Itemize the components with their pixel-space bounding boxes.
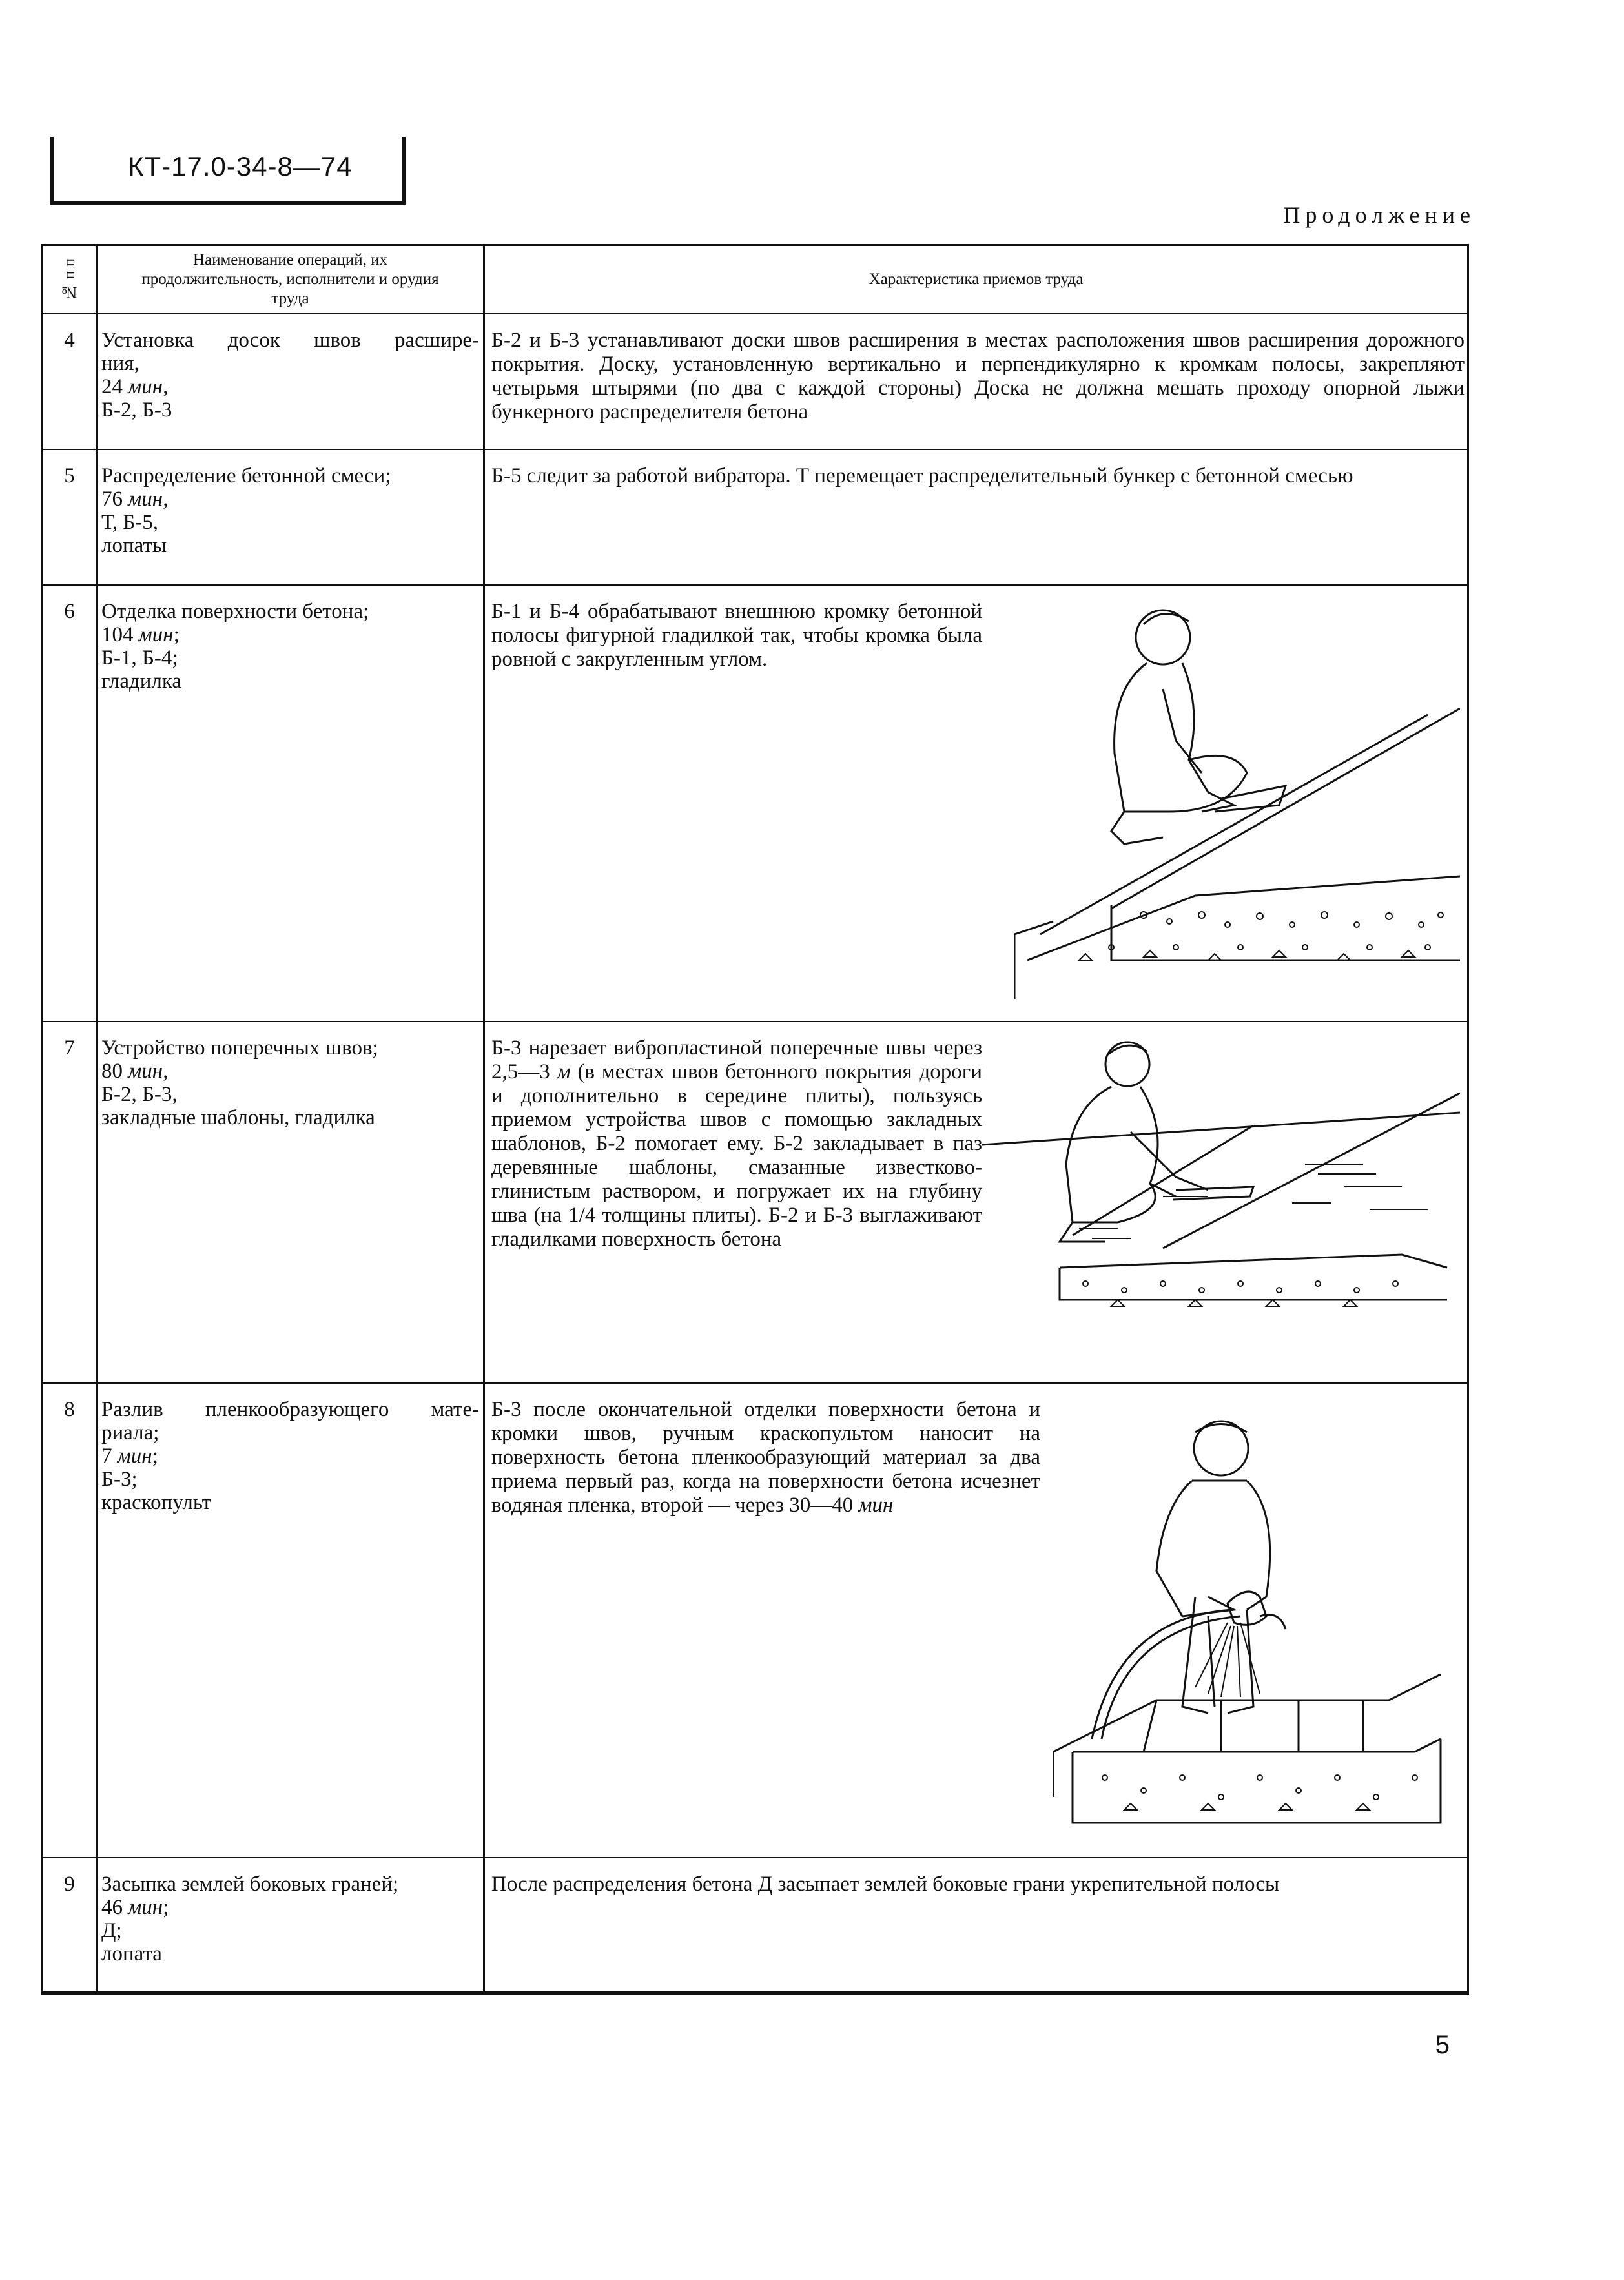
operation-line: Разлив пленкообразующего мате- bbox=[101, 1397, 479, 1421]
operation-line: Устройство поперечных швов; bbox=[101, 1036, 378, 1060]
row-number: 6 bbox=[43, 585, 97, 1022]
operation-line: Б-2, Б-3, bbox=[101, 1082, 178, 1106]
description-cell bbox=[484, 585, 1468, 1022]
description-cell bbox=[484, 1022, 1468, 1383]
operation-line: лопата bbox=[101, 1942, 162, 1966]
operation-line: Б-1, Б-4; bbox=[101, 646, 178, 670]
document-code-stamp bbox=[50, 137, 406, 205]
operation-line: Отделка поверхности бетона; bbox=[101, 599, 369, 623]
operation-line: закладные шаблоны, гладилка bbox=[101, 1105, 375, 1129]
operation-line: Т, Б-5, bbox=[101, 510, 159, 534]
table-row bbox=[43, 585, 1468, 1022]
description-text: После распределения бетона Д засыпает землей боковые грани укрепительной полосы bbox=[491, 1872, 1280, 1896]
worker-joint-cutting-illustration bbox=[982, 1035, 1460, 1358]
operation-line: Засыпка землей боковых граней; bbox=[101, 1872, 399, 1896]
operations-table bbox=[41, 244, 1469, 1995]
worker-sprayer-illustration bbox=[1053, 1403, 1454, 1842]
operation-line: 104 мин; bbox=[101, 622, 180, 646]
operation-line: 76 мин, bbox=[101, 487, 169, 511]
continuation-label: Продолжение bbox=[1283, 202, 1475, 228]
operation-line: гладилка bbox=[101, 669, 182, 693]
description-text: Б-2 и Б-3 устанавливают доски швов расширения в местах расположения швов расширения дорожного покрытия. Доску, установленную вертикально и перпендикулярно к кромкам полосы, закрепляют четырьмя штырями (по два с каждой стороны) Доска не должна мешать проходу опорной лыжи бункерного распределителя бетона bbox=[491, 329, 1465, 424]
operation-line: ния, bbox=[101, 352, 139, 375]
row-number: 5 bbox=[43, 449, 97, 585]
worker-trowel-illustration bbox=[1014, 599, 1460, 999]
table-row bbox=[43, 1383, 1468, 1858]
operation-cell bbox=[97, 585, 484, 1022]
operation-line: 80 мин, bbox=[101, 1059, 169, 1083]
row-number: 8 bbox=[43, 1383, 97, 1858]
description-cell bbox=[484, 1383, 1468, 1858]
description-text: Б-1 и Б-4 обрабатывают внешнюю кромку бетонной полосы фигурной гладилкой так, чтобы кромка была ровной с закругленным углом. bbox=[491, 599, 982, 671]
operation-cell bbox=[97, 1383, 484, 1858]
operation-line: 46 мин; bbox=[101, 1895, 169, 1919]
description-cell bbox=[484, 1858, 1468, 1993]
description-cell bbox=[484, 314, 1468, 449]
operation-cell bbox=[97, 1022, 484, 1383]
operation-cell bbox=[97, 314, 484, 449]
col-header-description: Характеристика приемов труда bbox=[484, 245, 1468, 314]
operation-line: краскопульт bbox=[101, 1490, 212, 1514]
operation-line: Б-3; bbox=[101, 1467, 138, 1491]
row-number: 9 bbox=[43, 1858, 97, 1993]
operation-line: 7 мин; bbox=[101, 1444, 158, 1468]
table-row bbox=[43, 1022, 1468, 1383]
row-number: 7 bbox=[43, 1022, 97, 1383]
table-row bbox=[43, 1858, 1468, 1993]
operation-line: Б-2, Б-3 bbox=[101, 398, 172, 422]
operation-line: лопаты bbox=[101, 533, 167, 557]
operation-line: 24 мин, bbox=[101, 375, 169, 398]
page-number: 5 bbox=[1435, 2031, 1450, 2059]
table-row bbox=[43, 314, 1468, 449]
document-code: КТ-17.0-34-8—74 bbox=[128, 151, 353, 181]
operation-line: Д; bbox=[101, 1918, 122, 1942]
description-text: Б-5 следит за работой вибратора. Т перемещает распределительный бункер с бетонной смесью bbox=[491, 464, 1353, 488]
operation-line: Установка досок швов расшире- bbox=[101, 329, 479, 352]
description-text: Б-3 нарезает вибропластиной поперечные швы через 2,5—3 м (в местах швов бетонного покрытия дороги и дополнительно в середине плиты), пользуясь приемом устройства швов с помощью закладных шаблонов, Б-2 помогает ему. Б-2 закладывает в паз деревянные шаблоны, смазанные известково-глинистым раствором, и погружает их на глубину шва (на 1/4 толщины плиты). Б-2 и Б-3 выглаживают гладилками поверхность бетона bbox=[491, 1036, 982, 1251]
col-header-operation: Наименование операций, их продолжительность, исполнители и орудия труда bbox=[97, 245, 484, 314]
table-row bbox=[43, 449, 1468, 585]
col-header-num: № п п bbox=[43, 245, 97, 314]
operation-line: Распределение бетонной смеси; bbox=[101, 464, 391, 488]
description-cell bbox=[484, 449, 1468, 585]
operation-cell bbox=[97, 1858, 484, 1993]
operation-cell bbox=[97, 449, 484, 585]
operation-line: риала; bbox=[101, 1421, 159, 1444]
description-text: Б-3 после окончательной отделки поверхности бетона и кромки швов, ручным краскопультом наносит на поверхность бетона пленкообразующий материал за два приема первый раз, когда на поверхности бетона исчезнет водяная пленка, второй — через 30—40 мин bbox=[491, 1397, 1040, 1517]
row-number: 4 bbox=[43, 314, 97, 449]
